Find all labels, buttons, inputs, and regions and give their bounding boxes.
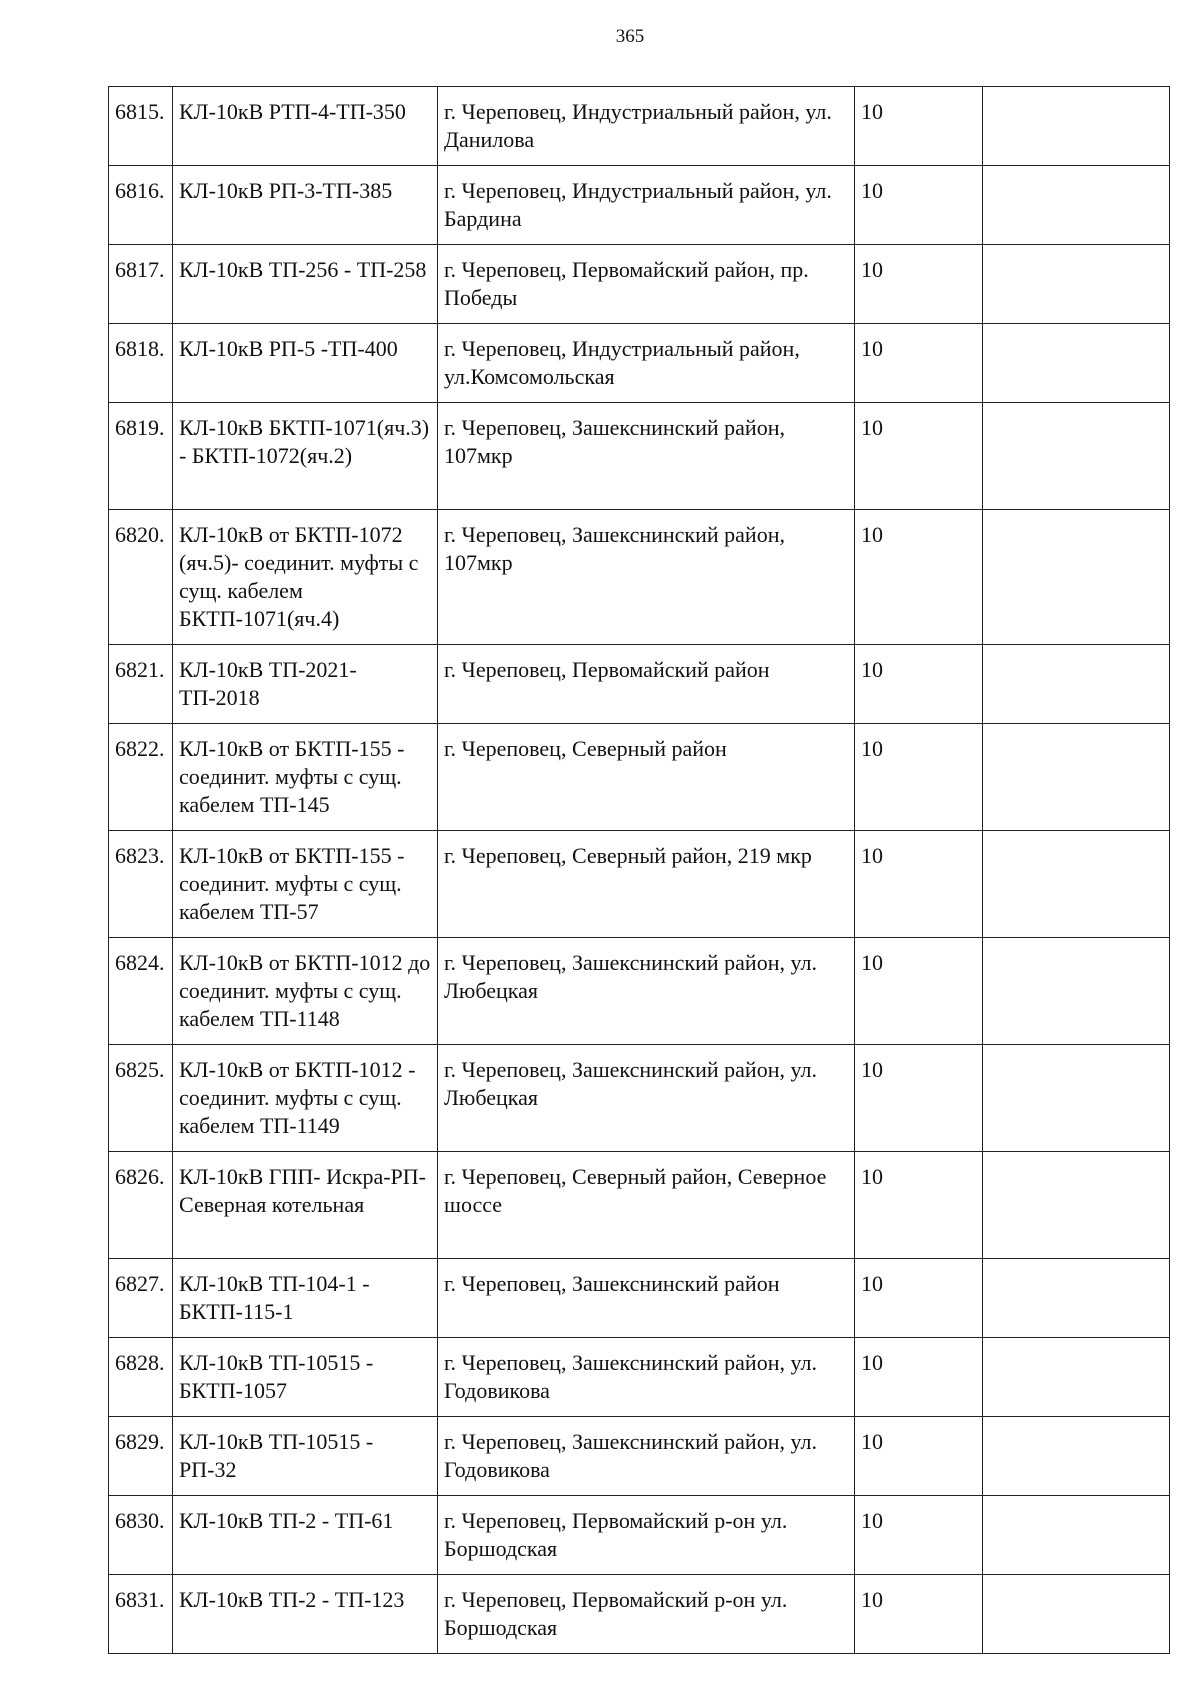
voltage-kv: 10 [855, 403, 983, 510]
location-address: г. Череповец, Индустриальный район, ул. Данилова [438, 87, 855, 166]
voltage-kv: 10 [855, 1417, 983, 1496]
location-address: г. Череповец, Северный район, Северное шоссе [438, 1152, 855, 1259]
table-row [109, 1338, 1170, 1417]
row-number: 6826. [109, 1152, 173, 1259]
note-cell [983, 1417, 1170, 1496]
cable-line-name: КЛ-10кВ РП-5 -ТП-400 [173, 324, 438, 403]
table-row [109, 724, 1170, 831]
location-address: г. Череповец, Индустриальный район, ул.Комсомольская [438, 324, 855, 403]
row-number: 6828. [109, 1338, 173, 1417]
location-address: г. Череповец, Первомайский район, пр. Победы [438, 245, 855, 324]
location-address: г. Череповец, Зашекснинский район, ул. Любецкая [438, 1045, 855, 1152]
note-cell [983, 510, 1170, 645]
note-cell [983, 1152, 1170, 1259]
note-cell [983, 645, 1170, 724]
row-number: 6824. [109, 938, 173, 1045]
row-number: 6829. [109, 1417, 173, 1496]
location-address: г. Череповец, Первомайский р-он ул. Боршодская [438, 1496, 855, 1575]
cable-line-name: КЛ-10кВ от БКТП-155 - соединит. муфты с сущ. кабелем ТП-57 [173, 831, 438, 938]
note-cell [983, 403, 1170, 510]
cable-line-name: КЛ-10кВ от БКТП-155 - соединит. муфты с сущ. кабелем ТП-145 [173, 724, 438, 831]
page-number: 365 [615, 26, 645, 47]
cable-lines-table [108, 86, 1170, 1654]
cable-line-name: КЛ-10кВ от БКТП-1012 - соединит. муфты с сущ. кабелем ТП-1149 [173, 1045, 438, 1152]
cable-line-name: КЛ-10кВ ТП-104-1 - БКТП-115-1 [173, 1259, 438, 1338]
voltage-kv: 10 [855, 831, 983, 938]
location-address: г. Череповец, Зашекснинский район, ул. Любецкая [438, 938, 855, 1045]
row-number: 6823. [109, 831, 173, 938]
note-cell [983, 1045, 1170, 1152]
voltage-kv: 10 [855, 87, 983, 166]
row-number: 6822. [109, 724, 173, 831]
cable-line-name: КЛ-10кВ от БКТП-1072 (яч.5)- соединит. муфты с сущ. кабелем БКТП-1071(яч.4) [173, 510, 438, 645]
row-number: 6818. [109, 324, 173, 403]
voltage-kv: 10 [855, 166, 983, 245]
location-address: г. Череповец, Зашекснинский район, ул. Годовикова [438, 1338, 855, 1417]
row-number: 6819. [109, 403, 173, 510]
location-address: г. Череповец, Зашекснинский район, ул. Годовикова [438, 1417, 855, 1496]
note-cell [983, 166, 1170, 245]
note-cell [983, 324, 1170, 403]
note-cell [983, 87, 1170, 166]
voltage-kv: 10 [855, 1152, 983, 1259]
cable-line-name: КЛ-10кВ от БКТП-1012 до соединит. муфты с сущ. кабелем ТП-1148 [173, 938, 438, 1045]
table-row [109, 403, 1170, 510]
note-cell [983, 938, 1170, 1045]
note-cell [983, 724, 1170, 831]
note-cell [983, 1259, 1170, 1338]
voltage-kv: 10 [855, 1575, 983, 1654]
row-number: 6820. [109, 510, 173, 645]
voltage-kv: 10 [855, 510, 983, 645]
voltage-kv: 10 [855, 724, 983, 831]
table-row [109, 510, 1170, 645]
cable-line-name: КЛ-10кВ ТП-256 - ТП-258 [173, 245, 438, 324]
cable-line-name: КЛ-10кВ ТП-10515 - БКТП-1057 [173, 1338, 438, 1417]
note-cell [983, 1338, 1170, 1417]
location-address: г. Череповец, Зашекснинский район, 107мкр [438, 403, 855, 510]
voltage-kv: 10 [855, 645, 983, 724]
note-cell [983, 1575, 1170, 1654]
table-row [109, 645, 1170, 724]
note-cell [983, 1496, 1170, 1575]
table-row [109, 1496, 1170, 1575]
voltage-kv: 10 [855, 324, 983, 403]
cable-line-name: КЛ-10кВ ТП-2021- ТП-2018 [173, 645, 438, 724]
location-address: г. Череповец, Первомайский р-он ул. Боршодская [438, 1575, 855, 1654]
location-address: г. Череповец, Первомайский район [438, 645, 855, 724]
voltage-kv: 10 [855, 938, 983, 1045]
row-number: 6830. [109, 1496, 173, 1575]
table-row [109, 831, 1170, 938]
row-number: 6817. [109, 245, 173, 324]
table-row [109, 1259, 1170, 1338]
table-row [109, 1045, 1170, 1152]
location-address: г. Череповец, Зашекснинский район [438, 1259, 855, 1338]
row-number: 6816. [109, 166, 173, 245]
cable-line-name: КЛ-10кВ ТП-2 - ТП-123 [173, 1575, 438, 1654]
row-number: 6815. [109, 87, 173, 166]
location-address: г. Череповец, Северный район, 219 мкр [438, 831, 855, 938]
cable-line-name: КЛ-10кВ ТП-10515 - РП-32 [173, 1417, 438, 1496]
cable-line-name: КЛ-10кВ РТП-4-ТП-350 [173, 87, 438, 166]
cable-line-name: КЛ-10кВ ГПП- Искра-РП- Северная котельная [173, 1152, 438, 1259]
table-row [109, 87, 1170, 166]
table-row [109, 324, 1170, 403]
table-row [109, 938, 1170, 1045]
voltage-kv: 10 [855, 1496, 983, 1575]
cable-line-name: КЛ-10кВ РП-3-ТП-385 [173, 166, 438, 245]
location-address: г. Череповец, Зашекснинский район, 107мкр [438, 510, 855, 645]
cable-line-name: КЛ-10кВ БКТП-1071(яч.3) - БКТП-1072(яч.2) [173, 403, 438, 510]
location-address: г. Череповец, Северный район [438, 724, 855, 831]
table-row [109, 1417, 1170, 1496]
note-cell [983, 245, 1170, 324]
voltage-kv: 10 [855, 1045, 983, 1152]
location-address: г. Череповец, Индустриальный район, ул. Бардина [438, 166, 855, 245]
cable-line-name: КЛ-10кВ ТП-2 - ТП-61 [173, 1496, 438, 1575]
table-row [109, 166, 1170, 245]
voltage-kv: 10 [855, 1338, 983, 1417]
row-number: 6827. [109, 1259, 173, 1338]
voltage-kv: 10 [855, 1259, 983, 1338]
row-number: 6825. [109, 1045, 173, 1152]
row-number: 6821. [109, 645, 173, 724]
voltage-kv: 10 [855, 245, 983, 324]
table-row [109, 1575, 1170, 1654]
row-number: 6831. [109, 1575, 173, 1654]
table-row [109, 1152, 1170, 1259]
table-row [109, 245, 1170, 324]
note-cell [983, 831, 1170, 938]
